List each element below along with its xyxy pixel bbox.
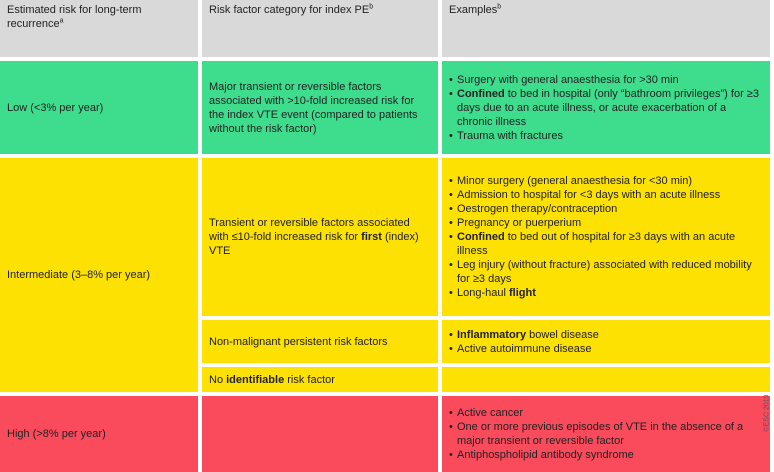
- high-examples-cell: [442, 396, 770, 472]
- example-text: Admission to hospital for <3 days with an acute illness: [457, 189, 721, 201]
- category-text: risk factor: [284, 373, 335, 386]
- low-risk-cell: [0, 61, 198, 154]
- high-category-cell: [202, 396, 438, 472]
- low-examples-list: [449, 73, 763, 143]
- list-item: [449, 73, 763, 87]
- persistent-examples-cell: [442, 320, 770, 363]
- example-text: Trauma with fractures: [457, 129, 563, 142]
- header-risk-footnote: a: [59, 17, 64, 25]
- no-factor-category-cell: [202, 367, 438, 392]
- low-examples-cell: [442, 61, 770, 154]
- header-examples-cell: [442, 0, 770, 57]
- transient-category-text: [209, 216, 431, 258]
- example-text: bowel disease: [526, 328, 599, 341]
- example-bold-text: Confined: [457, 231, 505, 243]
- list-item: [449, 406, 763, 420]
- list-item: [449, 202, 763, 216]
- persistent-category-text: Non-malignant persistent risk factors: [209, 335, 388, 348]
- low-risk-label: Low (<3% per year): [7, 101, 104, 114]
- header-risk-cell: [0, 0, 198, 57]
- example-text: Surgery with general anaesthesia for >30 min: [457, 73, 679, 86]
- example-text: Minor surgery (general anaesthesia for <30 min): [457, 175, 693, 187]
- list-item: [449, 420, 763, 448]
- example-bold-text: Confined: [457, 87, 505, 100]
- example-text: Pregnancy or puerperium: [457, 217, 582, 229]
- example-bold-text: flight: [509, 287, 536, 299]
- transient-examples-list: [449, 174, 763, 300]
- example-text: Active autoimmune disease: [457, 342, 592, 355]
- list-item: [449, 342, 599, 356]
- low-category-cell: [202, 61, 438, 154]
- high-risk-cell: [0, 396, 198, 472]
- persistent-category-cell: [202, 320, 438, 363]
- high-examples-list: [449, 406, 763, 462]
- example-text: Active cancer: [457, 407, 524, 419]
- transient-examples-cell: [442, 158, 770, 316]
- example-text: to bed in hospital (only “bathroom privileges”) for ≥3 days due to an acute illness, or acute exacerbation of a chronic illness: [457, 87, 759, 128]
- no-factor-examples-cell: [442, 367, 770, 392]
- example-text: One or more previous episodes of VTE in the absence of a major transient or reversible factor: [457, 421, 744, 447]
- example-bold-text: Inflammatory: [457, 328, 527, 341]
- low-category-text: Major transient or reversible factors associated with >10-fold increased risk for the index VTE event (compared to patients without the risk factor): [209, 80, 418, 135]
- list-item: [449, 216, 763, 230]
- header-examples-footnote: b: [497, 3, 502, 11]
- example-text: Long-haul: [457, 287, 509, 299]
- list-item: [449, 328, 599, 342]
- header-examples-label: Examples: [449, 4, 498, 16]
- persistent-examples-list: [449, 328, 599, 356]
- header-category-cell: [202, 0, 438, 57]
- copyright-text: ©ESC 2019: [764, 394, 772, 432]
- high-risk-label: High (>8% per year): [7, 428, 106, 440]
- list-item: [449, 258, 763, 286]
- intermediate-risk-cell: [0, 158, 198, 392]
- category-text: Transient or reversible factors associated with ≤10-fold increased risk for: [209, 217, 410, 243]
- category-text: No: [209, 373, 227, 386]
- list-item: [449, 87, 763, 129]
- no-factor-category-text: [209, 373, 335, 387]
- example-text: to bed out of hospital for ≥3 days with an acute illness: [457, 231, 736, 257]
- list-item: [449, 174, 763, 188]
- list-item: [449, 230, 763, 258]
- transient-category-cell: [202, 158, 438, 316]
- category-bold-text: first: [361, 231, 382, 243]
- intermediate-risk-label: Intermediate (3–8% per year): [7, 269, 151, 281]
- example-text: Oestrogen therapy/contraception: [457, 203, 618, 215]
- header-risk-label: Estimated risk for long-term recurrence: [7, 4, 142, 30]
- list-item: [449, 129, 763, 143]
- list-item: [449, 286, 763, 300]
- example-text: Antiphospholipid antibody syndrome: [457, 449, 634, 461]
- header-category-label: Risk factor category for index PE: [209, 4, 370, 16]
- category-text: (index) VTE: [209, 231, 419, 257]
- copyright-watermark: [762, 378, 774, 448]
- category-bold-text: identifiable: [226, 373, 285, 386]
- header-category-footnote: b: [369, 3, 374, 11]
- example-text: Leg injury (without fracture) associated with reduced mobility for ≥3 days: [457, 259, 752, 285]
- list-item: [449, 448, 763, 462]
- list-item: [449, 188, 763, 202]
